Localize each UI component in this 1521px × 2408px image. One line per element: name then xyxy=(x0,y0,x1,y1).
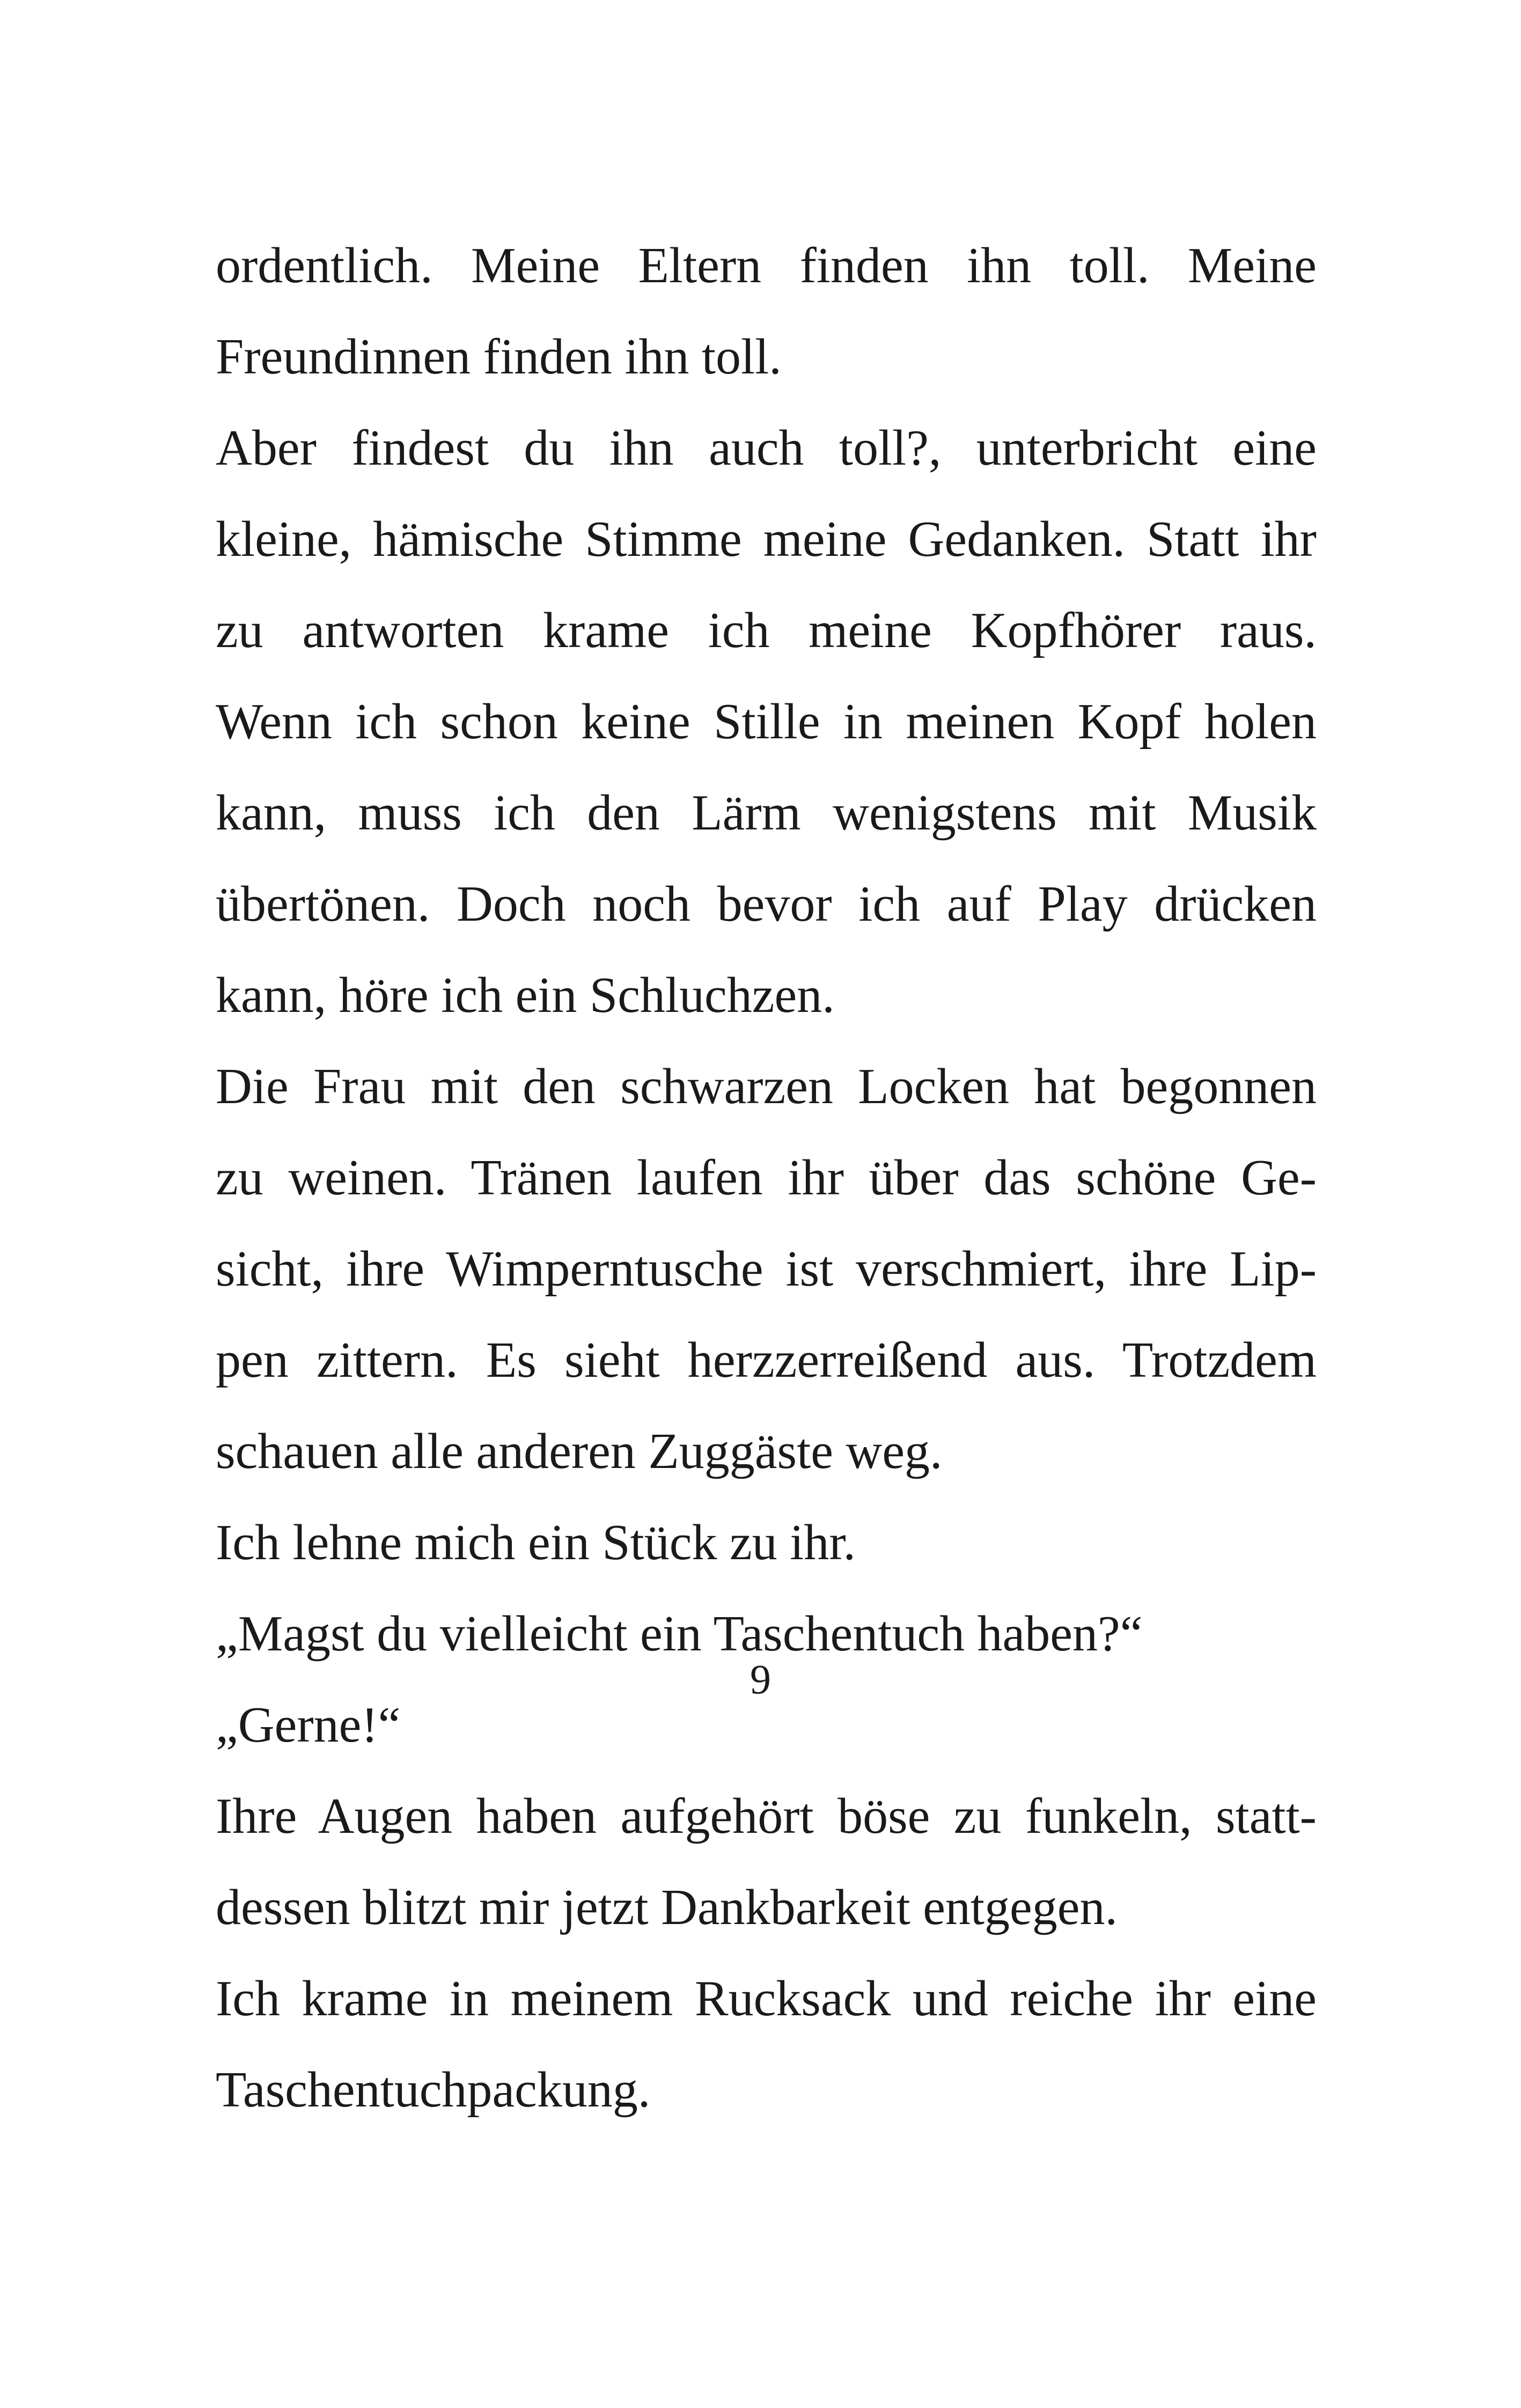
text-line: dessen blitzt mir jetzt Dankbarkeit entgegen. xyxy=(216,1880,1118,1935)
text-line: kann, muss ich den Lärm wenigstens mit Musik xyxy=(216,785,1317,841)
text-line: Ich krame in meinem Rucksack und reiche ihr eine xyxy=(216,1971,1317,2027)
page-number: 9 xyxy=(750,1656,771,1702)
text-line: schauen alle anderen Zuggäste weg. xyxy=(216,1423,943,1479)
text-line: übertönen. Doch noch bevor ich auf Play drücken xyxy=(216,876,1317,932)
text-line: Ich lehne mich ein Stück zu ihr. xyxy=(216,1515,856,1570)
text-line: Die Frau mit den schwarzen Locken hat begonnen xyxy=(216,1059,1317,1114)
text-line: Ihre Augen haben aufgehört böse zu funkeln, statt- xyxy=(216,1788,1317,1844)
body-text xyxy=(216,220,1317,2135)
text-line: kleine, hämische Stimme meine Gedanken. Statt ihr xyxy=(216,511,1317,567)
text-line: „Gerne!“ xyxy=(216,1697,401,1753)
text-line: sicht, ihre Wimperntusche ist verschmiert, ihre Lip- xyxy=(216,1241,1317,1297)
text-line: Aber findest du ihn auch toll?, unterbricht eine xyxy=(216,420,1317,476)
text-line: ordentlich. Meine Eltern finden ihn toll. Meine xyxy=(216,238,1317,293)
text-line: Taschentuchpackung. xyxy=(216,2062,651,2118)
text-line: zu antworten krame ich meine Kopfhörer raus. xyxy=(216,603,1317,658)
text-line: pen zittern. Es sieht herzzerreißend aus. Trotzdem xyxy=(216,1332,1317,1388)
text-line: zu weinen. Tränen laufen ihr über das schöne Ge- xyxy=(216,1150,1317,1206)
text-line: Wenn ich schon keine Stille in meinen Kopf holen xyxy=(216,694,1317,750)
text-line: kann, höre ich ein Schluchzen. xyxy=(216,967,835,1023)
text-line: Freundinnen finden ihn toll. xyxy=(216,329,782,385)
text-line: „Magst du vielleicht ein Taschentuch haben?“ xyxy=(216,1606,1143,1662)
